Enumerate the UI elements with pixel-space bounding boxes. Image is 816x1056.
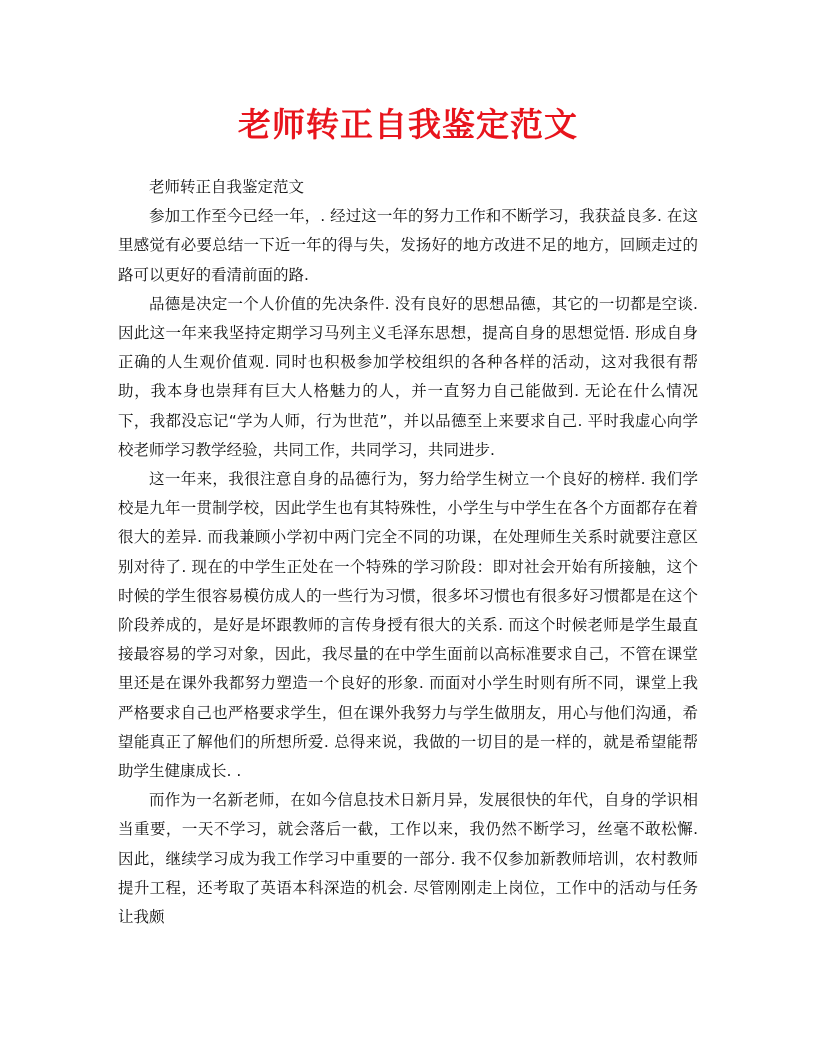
paragraph: 品德是决定一个人价值的先决条件. 没有良好的思想品德，其它的一切都是空谈. 因此这一年来我坚持定期学习马列主义毛泽东思想，提高自身的思想觉悟. 形成自身正确的人生观价值观. 同时也积极参加学校组织的各种各样的活动，这对我很有帮助，我本身也崇拜有巨大人格魅力的人，并一直努力自己能做到. 无论在什么情况下，我都没忘记“学为人师，行为世范”，并以品德至上来要求自己. 平时我虚心向学校老师学习教学经验，共同工作，共同学习，共同进步. <box>118 294 698 459</box>
document-title: 老师转正自我鉴定范文 <box>238 105 578 144</box>
paragraph: 而作为一名新老师，在如今信息技术日新月异，发展很快的年代，自身的学识相当重要，一天不学习，就会落后一截，工作以来，我仍然不断学习，丝毫不敢松懈. 因此，继续学习成为我工作学习中重要的一部分. 我不仅参加新教师培训，农村教师提升工程，还考取了英语本科深造的机会. 尽管刚刚走上岗位，工作中的活动与任务让我颇 <box>118 791 698 927</box>
document-body <box>118 173 698 932</box>
paragraph: 参加工作至今已经一年，. 经过这一年的努力工作和不断学习，我获益良多. 在这里感觉有必要总结一下近一年的得与失，发扬好的地方改进不足的地方，回顾走过的路可以更好的看清前面的路. <box>118 207 698 284</box>
paragraph-heading: 老师转正自我鉴定范文 <box>149 178 305 196</box>
paragraph: 这一年来，我很注意自身的品德行为，努力给学生树立一个良好的榜样. 我们学校是九年一贯制学校，因此学生也有其特殊性，小学生与中学生在各个方面都存在着很大的差异. 而我兼顾小学初中两门完全不同的功课，在处理师生关系时就要注意区别对待了. 现在的中学生正处在一个特殊的学习阶段：即对社会开始有所接触，这个时候的学生很容易模仿成人的一些行为习惯，很多坏习惯也有很多好习惯都是在这个阶段养成的，是好是坏跟教师的言传身授有很大的关系. 而这个时候老师是学生最直接最容易的学习对象，因此，我尽量的在中学生面前以高标准要求自己，不管在课堂里还是在课外我都努力塑造一个良好的形象. 而面对小学生时则有所不同，课堂上我严格要求自己也严格要求学生，但在课外我努力与学生做朋友，用心与他们沟通，希望能真正了解他们的所想所爱. 总得来说，我做的一切目的是一样的，就是希望能帮助学生健康成长. . <box>118 470 698 781</box>
